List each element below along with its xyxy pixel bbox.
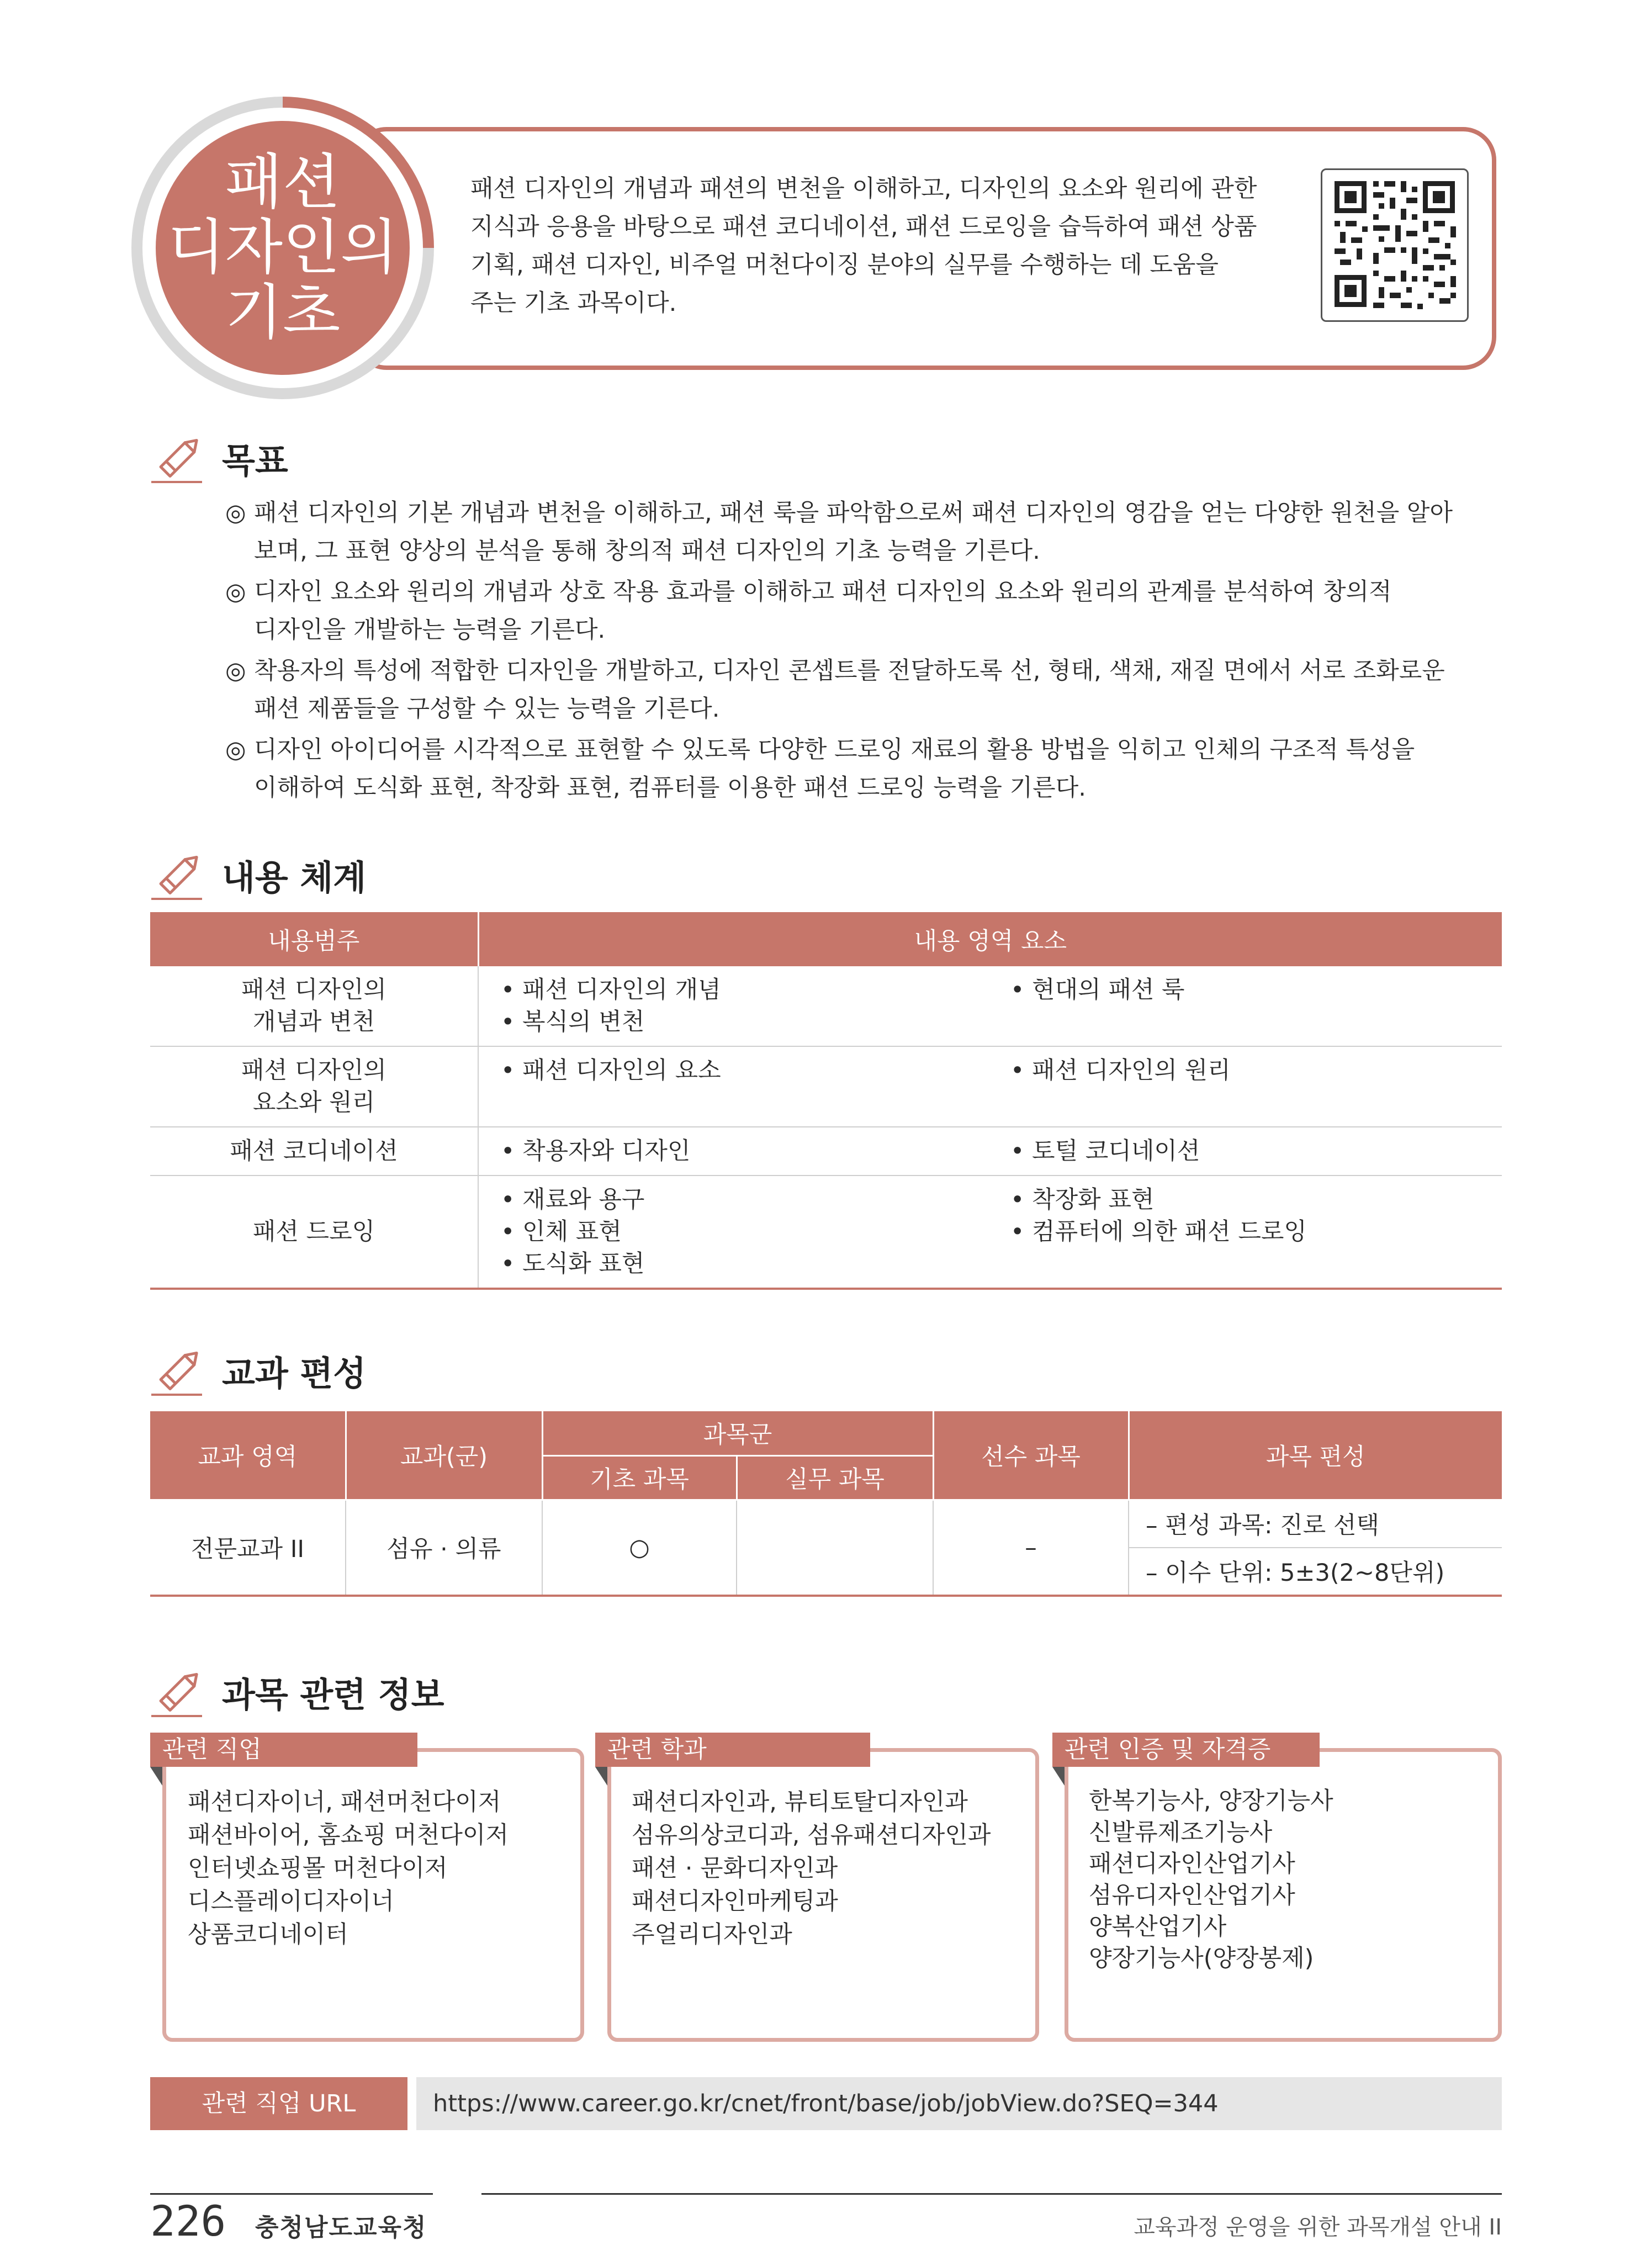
goals-heading: [149, 428, 646, 494]
intro-line: 주는 기초 과목이다.: [470, 289, 677, 317]
related-url-label: 관련 직업 URL: [150, 2077, 407, 2130]
goal-text: 착용자의 특성에 적합한 디자인을 개발하고, 디자인 콘셉트를 전달하도록 선, 형태, 색채, 재질 면에서 서로 조화로운: [254, 657, 1445, 685]
category-cell: 패션 디자인의 개념과 변천: [150, 966, 478, 1046]
related-jobs-list: [188, 1786, 509, 1951]
element-cell: • 착장화 표현 • 컴퓨터에 의한 패션 드로잉: [988, 1175, 1502, 1289]
curriculum-heading: [149, 1341, 646, 1407]
prereq-cell: –: [933, 1500, 1129, 1596]
intro-line: 패션 디자인의 개념과 패션의 변천을 이해하고, 디자인의 요소와 원리에 관한: [470, 175, 1257, 203]
pencil-icon: [149, 428, 210, 489]
curriculum-table: [150, 1411, 1502, 1597]
list-item: 디스플레이디자이너: [188, 1888, 394, 1915]
related-certs-list: [1089, 1786, 1333, 1974]
list-item: 섬유의상코디과, 섬유패션디자인과: [632, 1821, 991, 1849]
goal-item: [225, 731, 1473, 807]
header-subject: 교과(군): [346, 1411, 542, 1500]
intro-line: 지식과 응용을 바탕으로 패션 코디네이션, 패션 드로잉을 습득하여 패션 상품: [470, 213, 1257, 241]
column-header-category: 내용범주: [150, 912, 478, 966]
goal-text: 패션 디자인의 기본 개념과 변천을 이해하고, 패션 룩을 파악함으로써 패션 디자인의 영감을 얻는 다양한 원천을 알아: [254, 499, 1453, 527]
header-basic: 기초 과목: [542, 1455, 737, 1500]
column-header-elements: 내용 영역 요소: [478, 912, 1502, 966]
element-cell: • 현대의 패션 룩: [988, 966, 1502, 1046]
element-cell: • 재료와 용구 • 인체 표현 • 도식화 표현: [478, 1175, 988, 1289]
goal-item: [225, 494, 1473, 570]
content-heading: [149, 845, 646, 911]
goal-bullet: ◎: [225, 657, 246, 685]
curriculum-title: 교과 편성: [222, 1353, 367, 1394]
goal-text: 보며, 그 표현 양상의 분석을 통해 창의적 패션 디자인의 기초 능력을 기른다.: [254, 537, 1040, 565]
list-item: 패션디자인산업기사: [1089, 1850, 1295, 1878]
category-cell: 패션 디자인의 요소와 원리: [150, 1046, 478, 1127]
document-title: 교육과정 운영을 위한 과목개설 안내 II: [1134, 2215, 1502, 2240]
pencil-icon: [149, 845, 210, 906]
goal-text: 디자인을 개발하는 능력을 기른다.: [254, 616, 606, 644]
footer-divider: [481, 2193, 1502, 2195]
related-depts-list: [632, 1786, 991, 1951]
list-item: 패션디자인과, 뷰티토탈디자인과: [632, 1788, 968, 1816]
publisher-name: 충청남도교육청: [255, 2214, 427, 2242]
element-cell: • 패션 디자인의 원리: [988, 1046, 1502, 1127]
related-title: 과목 관련 정보: [222, 1675, 444, 1715]
subject-title-line-3: 기초: [225, 278, 341, 347]
header-group: 과목군: [542, 1411, 933, 1455]
goal-bullet: ◎: [225, 578, 246, 606]
basic-cell: ○: [542, 1500, 737, 1596]
element-cell: • 패션 디자인의 개념 • 복식의 변천: [478, 966, 988, 1046]
list-item: 주얼리디자인과: [632, 1921, 792, 1948]
header-area: 교과 영역: [150, 1411, 346, 1500]
list-item: 패션디자이너, 패션머천다이저: [188, 1788, 501, 1816]
content-title: 내용 체계: [222, 857, 367, 898]
element-cell: • 착용자와 디자인: [478, 1127, 988, 1175]
qr-code-icon[interactable]: [1321, 168, 1469, 322]
list-item: 패션바이어, 홈쇼핑 머천다이저: [188, 1821, 509, 1849]
subject-intro: [470, 170, 1266, 322]
organization-cell: – 이수 단위: 5±3(2~8단위): [1129, 1548, 1502, 1596]
related-heading: [149, 1662, 646, 1728]
content-system-table: [150, 912, 1502, 1290]
goal-item: [225, 573, 1473, 649]
table-row: [150, 1175, 1502, 1289]
goal-text: 디자인 요소와 원리의 개념과 상호 작용 효과를 이해하고 패션 디자인의 요소와 원리의 관계를 분석하여 창의적: [254, 578, 1392, 606]
pencil-icon: [149, 1662, 210, 1723]
subject-cell: 섬유 · 의류: [346, 1500, 542, 1596]
table-row: [150, 966, 1502, 1046]
element-cell: • 토털 코디네이션: [988, 1127, 1502, 1175]
related-depts-label: 관련 학과: [595, 1733, 870, 1767]
goals-list: [225, 494, 1473, 810]
related-jobs-label: 관련 직업: [150, 1733, 417, 1767]
element-cell: • 패션 디자인의 요소: [478, 1046, 988, 1127]
page-number: 226: [150, 2196, 226, 2246]
list-item: 패션디자인마케팅과: [632, 1888, 838, 1915]
subject-title-badge: [156, 121, 410, 375]
list-item: 패션 · 문화디자인과: [632, 1855, 838, 1882]
related-url-link[interactable]: https://www.career.go.kr/cnet/front/base/job/jobView.do?SEQ=344: [416, 2077, 1502, 2130]
goal-text: 패션 제품들을 구성할 수 있는 능력을 기른다.: [254, 695, 720, 723]
list-item: 인터넷쇼핑몰 머천다이저: [188, 1855, 448, 1882]
header-prereq: 선수 과목: [933, 1411, 1129, 1500]
tab-fold: [595, 1767, 607, 1786]
goal-item: [225, 652, 1473, 728]
footer-divider: [150, 2193, 433, 2195]
subject-title-line-1: 패션: [225, 148, 341, 217]
organization-cell: – 편성 과목: 진로 선택: [1129, 1500, 1502, 1548]
goal-bullet: ◎: [225, 736, 246, 764]
practical-cell: [737, 1500, 933, 1596]
list-item: 한복기능사, 양장기능사: [1089, 1787, 1333, 1815]
goals-title: 목표: [222, 441, 288, 481]
header-organization: 과목 편성: [1129, 1411, 1502, 1500]
goal-bullet: ◎: [225, 499, 246, 527]
list-item: 신발류제조기능사: [1089, 1819, 1273, 1846]
subject-title-line-2: 디자인의: [167, 213, 398, 282]
tab-fold: [150, 1767, 162, 1786]
list-item: 섬유디자인산업기사: [1089, 1882, 1295, 1909]
header-practical: 실무 과목: [737, 1455, 933, 1500]
tab-fold: [1052, 1767, 1065, 1786]
category-cell: 패션 드로잉: [150, 1175, 478, 1289]
list-item: 양복산업기사: [1089, 1913, 1227, 1941]
pencil-icon: [149, 1341, 210, 1401]
area-cell: 전문교과 II: [150, 1500, 346, 1596]
list-item: 상품코디네이터: [188, 1921, 348, 1948]
goal-text: 디자인 아이디어를 시각적으로 표현할 수 있도록 다양한 드로잉 재료의 활용 방법을 익히고 인체의 구조적 특성을: [254, 736, 1415, 764]
table-row: [150, 1046, 1502, 1127]
related-certs-label: 관련 인증 및 자격증: [1052, 1733, 1320, 1767]
goal-text: 이해하여 도식화 표현, 착장화 표현, 컴퓨터를 이용한 패션 드로잉 능력을 기른다.: [254, 774, 1086, 802]
list-item: 양장기능사(양장봉제): [1089, 1945, 1314, 1972]
table-row: [150, 1127, 1502, 1175]
intro-line: 기획, 패션 디자인, 비주얼 머천다이징 분야의 실무를 수행하는 데 도움을: [470, 251, 1219, 279]
category-cell: 패션 코디네이션: [150, 1127, 478, 1175]
